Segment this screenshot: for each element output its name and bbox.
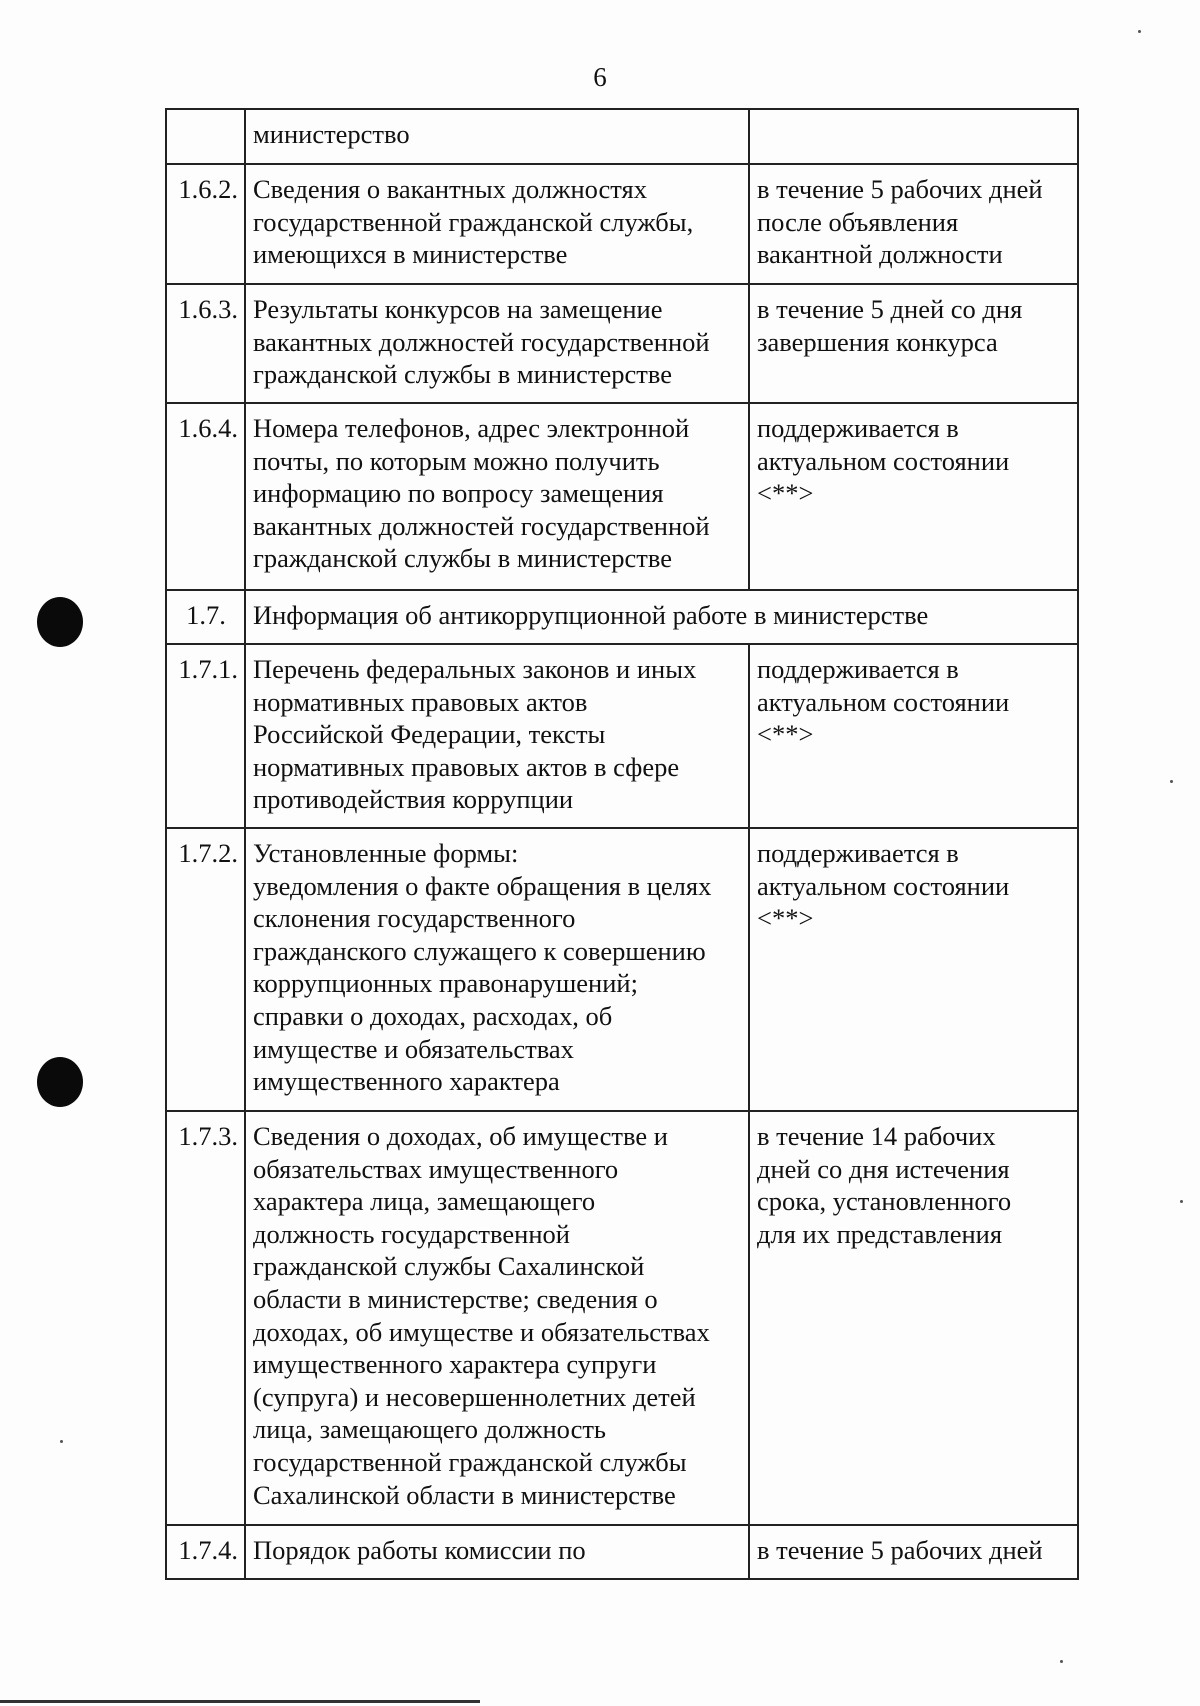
table-row <box>166 1525 1078 1579</box>
table-row <box>166 403 1078 590</box>
scan-speck <box>60 1440 63 1443</box>
row-number: 1.7.2. <box>166 828 245 1111</box>
row-number: 1.6.4. <box>166 403 245 590</box>
section-row <box>166 590 1078 644</box>
table-row <box>166 1111 1078 1525</box>
document-table <box>165 108 1079 1580</box>
row-term: в течение 5 рабочих дней <box>749 1525 1078 1579</box>
binder-punch-hole <box>37 597 83 647</box>
row-term <box>749 109 1078 164</box>
row-number: 1.7.4. <box>166 1525 245 1579</box>
scan-speck <box>1138 30 1141 33</box>
binder-punch-hole <box>37 1057 83 1107</box>
scan-speck <box>1060 1660 1063 1663</box>
row-term: в течение 5 дней со дня завершения конкурса <box>749 284 1078 403</box>
row-description: Установленные формы: уведомления о факте обращения в целях склонения государственного гражданского служащего к совершению коррупционных правонарушений; справки о доходах, расходах, об имуществе и обязательствах имущественного характера <box>245 828 749 1111</box>
row-term: поддерживается в актуальном состоянии <**> <box>749 403 1078 590</box>
page-number: 6 <box>593 62 607 92</box>
table-row <box>166 284 1078 403</box>
row-term: поддерживается в актуальном состоянии <**> <box>749 644 1078 828</box>
scan-edge-line <box>0 1700 480 1703</box>
row-term: поддерживается в актуальном состоянии <**> <box>749 828 1078 1111</box>
row-term: в течение 5 рабочих дней после объявления вакантной должности <box>749 164 1078 284</box>
scan-speck <box>1180 1200 1183 1203</box>
row-number: 1.6.3. <box>166 284 245 403</box>
row-description: Номера телефонов, адрес электронной почты, по которым можно получить информацию по вопросу замещения вакантных должностей государственной гражданской службы в министерстве <box>245 403 749 590</box>
table-row <box>166 644 1078 828</box>
row-number <box>166 109 245 164</box>
row-number: 1.7.1. <box>166 644 245 828</box>
section-title: Информация об антикоррупционной работе в министерстве <box>245 590 1078 644</box>
row-description: Сведения о доходах, об имуществе и обязательствах имущественного характера лица, замещающего должность государственной гражданской службы Сахалинской области в министерстве; сведения о доходах, об имуществе и обязательствах имущественного характера супруги (супруга) и несовершеннолетних детей лица, замещающего должность государственной гражданской службы Сахалинской области в министерстве <box>245 1111 749 1525</box>
row-description: Результаты конкурсов на замещение вакантных должностей государственной гражданской службы в министерстве <box>245 284 749 403</box>
row-number: 1.7.3. <box>166 1111 245 1525</box>
row-number: 1.6.2. <box>166 164 245 284</box>
row-description: Перечень федеральных законов и иных нормативных правовых актов Российской Федерации, тексты нормативных правовых актов в сфере противодействия коррупции <box>245 644 749 828</box>
row-description: министерство <box>245 109 749 164</box>
row-description: Порядок работы комиссии по <box>245 1525 749 1579</box>
scan-speck <box>1170 780 1173 783</box>
row-term: в течение 14 рабочих дней со дня истечения срока, установленного для их представления <box>749 1111 1078 1525</box>
table-row <box>166 109 1078 164</box>
row-description: Сведения о вакантных должностях государственной гражданской службы, имеющихся в министерстве <box>245 164 749 284</box>
table-row <box>166 164 1078 284</box>
section-number: 1.7. <box>166 590 245 644</box>
table-row <box>166 828 1078 1111</box>
